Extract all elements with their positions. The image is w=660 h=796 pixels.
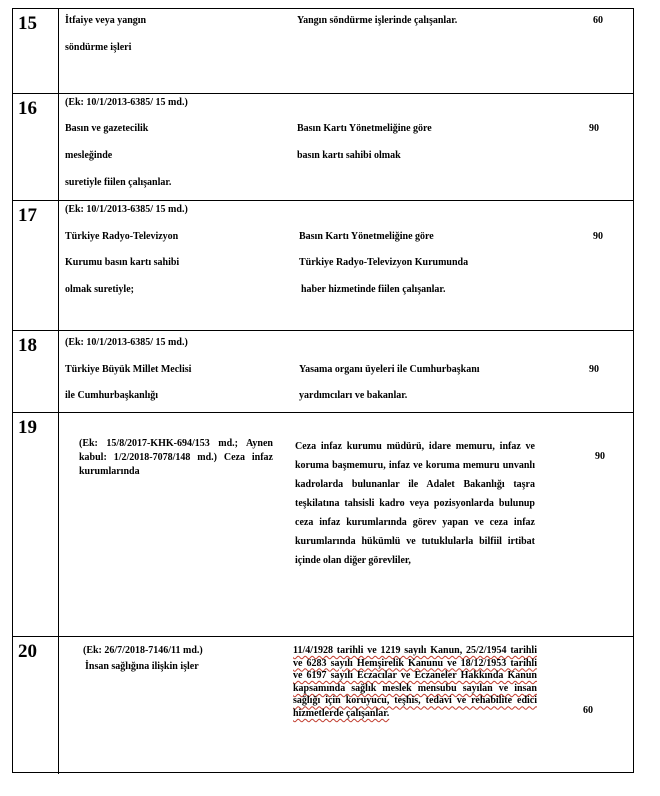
days-value: 60 — [593, 15, 603, 26]
description-line: haber hizmetinde fiilen çalışanlar. — [301, 284, 446, 295]
row-number: 20 — [18, 641, 37, 662]
row-number: 18 — [18, 335, 37, 356]
description-line: basın kartı sahibi olmak — [297, 150, 401, 161]
table-row — [13, 9, 633, 94]
work-type-line: Türkiye Radyo-Televizyon — [65, 231, 179, 242]
row-number: 19 — [18, 417, 37, 438]
work-type-line: İtfaiye veya yangın — [65, 15, 147, 26]
work-type-line: olmak suretiyle; — [65, 284, 134, 295]
description-text: Ceza infaz kurumu müdürü, idare memuru, infaz ve koruma başmemuru, infaz ve koruma memuru unvanlı kadrolarda bulunanlar ile Adalet Bakanlığı taşra teşkilatına tahsisli kadro veya pozisyonlarda bulunup ceza infaz kurumlarında görev yapan ve ceza infaz kurumlarında hükümlü ve tutuklularla bilfiil irtibat içinde olan diğer görevliler, — [295, 441, 535, 566]
days-value: 90 — [589, 364, 599, 375]
work-type-line: Kurumu basın kartı sahibi — [65, 257, 180, 268]
description-line: Basın Kartı Yönetmeliğine göre — [297, 123, 432, 134]
row-number: 16 — [18, 98, 37, 119]
occupation-table — [12, 8, 634, 773]
row-number: 15 — [18, 13, 37, 34]
description-line: Basın Kartı Yönetmeliğine göre — [299, 231, 434, 242]
days-value: 90 — [589, 123, 599, 134]
work-type-line: söndürme işleri — [65, 42, 132, 53]
description-line: Türkiye Radyo-Televizyon Kurumunda — [299, 257, 469, 268]
table-row — [13, 637, 633, 774]
amendment-note: (Ek: 10/1/2013-6385/ 15 md.) — [65, 337, 188, 348]
description-line: Yangın söndürme işlerinde çalışanlar. — [297, 15, 458, 26]
work-type-line: suretiyle fiilen çalışanlar. — [65, 177, 172, 188]
table-row — [13, 94, 633, 201]
work-type-text: (Ek: 15/8/2017-KHK-694/153 md.; Aynen kabul: 1/2/2018-7078/148 md.) Ceza infaz kurumlarında — [79, 438, 273, 477]
amendment-note: (Ek: 10/1/2013-6385/ 15 md.) — [65, 204, 188, 215]
amendment-note: (Ek: 26/7/2018-7146/11 md.) — [83, 645, 203, 656]
description-line: Yasama organı üyeleri ile Cumhurbaşkanı — [299, 364, 480, 375]
days-value: 90 — [593, 231, 603, 242]
row-number: 17 — [18, 205, 37, 226]
work-type-line: Türkiye Büyük Millet Meclisi — [65, 364, 192, 375]
days-value: 60 — [583, 705, 593, 716]
work-type-line: İnsan sağlığına ilişkin işler — [85, 661, 199, 672]
days-value: 90 — [595, 451, 605, 462]
description-text: 11/4/1928 tarihli ve 1219 sayılı Kanun, 25/2/1954 tarihli ve 6283 sayılı Hemşirelik Kanunu ve 18/12/1953 tarihli ve 6197 sayılı Eczacılar ve Eczaneler Hakkında Kanun kapsamında sağlık meslek mensubu sayılan ve insan sağlığı için koruyucu, teşhis, tedavi ve rehabilite edici hizmetlerde çalışanlar. — [293, 645, 537, 719]
table-row — [13, 413, 633, 637]
work-type-line: Basın ve gazetecilik — [65, 123, 149, 134]
table-row — [13, 331, 633, 413]
description-line: yardımcıları ve bakanlar. — [299, 390, 408, 401]
work-type-line: mesleğinde — [65, 150, 113, 161]
table-row — [13, 201, 633, 331]
work-type-line: ile Cumhurbaşkanlığı — [65, 390, 159, 401]
amendment-note: (Ek: 10/1/2013-6385/ 15 md.) — [65, 97, 188, 108]
